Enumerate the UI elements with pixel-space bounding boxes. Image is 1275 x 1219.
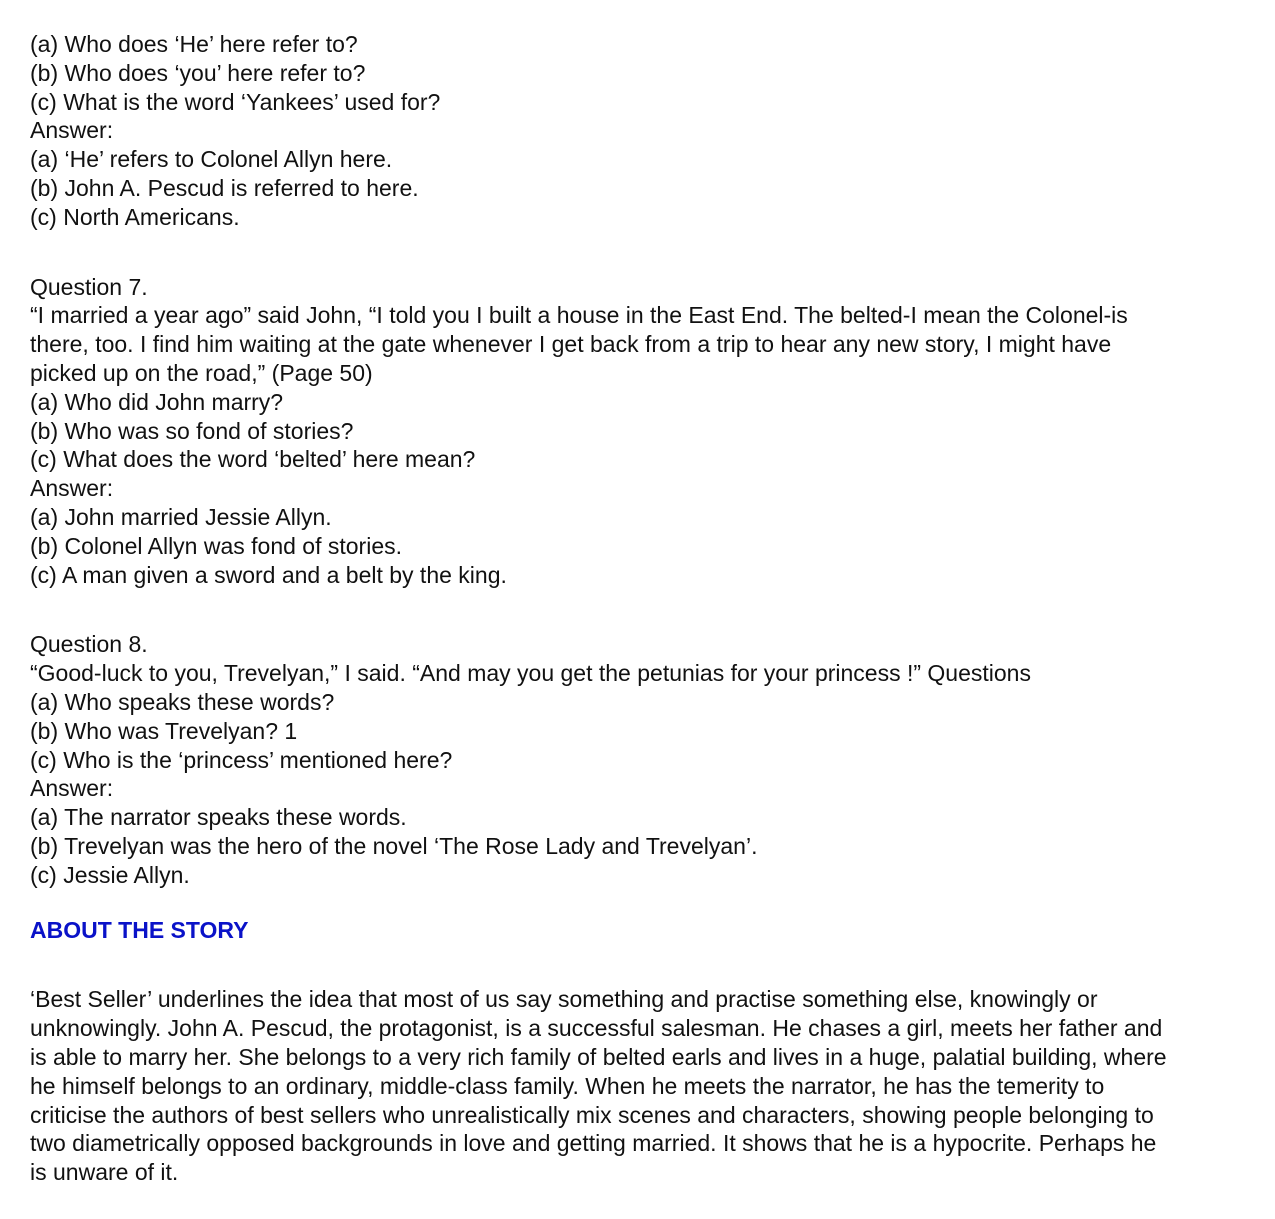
paragraph-line: criticise the authors of best sellers who unrealistically mix scenes and characters, showing people belonging to [30, 1101, 1154, 1128]
question-item: (b) Who was so fond of stories? [30, 417, 354, 444]
spacer [30, 890, 1270, 916]
answer-label: Answer: [30, 117, 114, 144]
answer-item: (a) ‘He’ refers to Colonel Allyn here. [30, 146, 393, 173]
paragraph-line: two diametrically opposed backgrounds in love and getting married. It shows that he is a hypocrite. Perhaps he [30, 1130, 1157, 1157]
question-item: (b) Who was Trevelyan? 1 [30, 717, 298, 744]
question-item: (c) What is the word ‘Yankees’ used for? [30, 88, 441, 115]
passage-line: picked up on the road,” (Page 50) [30, 359, 373, 386]
answer-item: (c) A man given a sword and a belt by the king. [30, 561, 507, 588]
answer-item: (c) North Americans. [30, 203, 240, 230]
answer-label: Answer: [30, 775, 114, 802]
answer-item: (c) Jessie Allyn. [30, 861, 190, 888]
answer-item: (b) John A. Pescud is referred to here. [30, 174, 419, 201]
answer-item: (a) The narrator speaks these words. [30, 804, 407, 831]
question7-block [30, 273, 1270, 590]
paragraph-line: unknowingly. John A. Pescud, the protagonist, is a successful salesman. He chases a girl, meets her father and [30, 1015, 1163, 1042]
spacer [30, 944, 1270, 985]
paragraph-line: is unware of it. [30, 1159, 179, 1186]
question-item: (b) Who does ‘you’ here refer to? [30, 59, 366, 86]
answer-item: (a) John married Jessie Allyn. [30, 503, 332, 530]
spacer [30, 589, 1270, 630]
answer-label: Answer: [30, 475, 114, 502]
question-title: Question 8. [30, 631, 148, 658]
question-item: (c) Who is the ‘princess’ mentioned here? [30, 746, 453, 773]
answer-item: (b) Colonel Allyn was fond of stories. [30, 532, 403, 559]
passage-line: there, too. I find him waiting at the gate whenever I get back from a trip to hear any new story, I might have [30, 331, 1112, 358]
passage-line: “I married a year ago” said John, “I told you I built a house in the East End. The belted-I mean the Colonel-is [30, 302, 1128, 329]
question-item: (a) Who does ‘He’ here refer to? [30, 31, 358, 57]
question6-block [30, 30, 1270, 232]
section-heading: ABOUT THE STORY [30, 916, 249, 943]
question-item: (a) Who did John marry? [30, 388, 284, 415]
about-paragraph [30, 985, 1270, 1187]
question-item: (c) What does the word ‘belted’ here mean? [30, 446, 476, 473]
about-section [30, 916, 1270, 1187]
paragraph-line: he himself belongs to an ordinary, middle-class family. When he meets the narrator, he has the temerity to [30, 1072, 1105, 1099]
passage-line: “Good-luck to you, Trevelyan,” I said. “And may you get the petunias for your princess !” Questions [30, 660, 1031, 687]
spacer [30, 232, 1270, 273]
question-item: (a) Who speaks these words? [30, 688, 335, 715]
paragraph-line: is able to marry her. She belongs to a very rich family of belted earls and lives in a huge, palatial building, where [30, 1043, 1167, 1070]
paragraph-line: ‘Best Seller’ underlines the idea that most of us say something and practise something else, knowingly or [30, 986, 1098, 1013]
answer-item: (b) Trevelyan was the hero of the novel ‘The Rose Lady and Trevelyan’. [30, 832, 758, 859]
document-page [30, 30, 1270, 1187]
question-title: Question 7. [30, 273, 148, 300]
question8-block [30, 630, 1270, 889]
